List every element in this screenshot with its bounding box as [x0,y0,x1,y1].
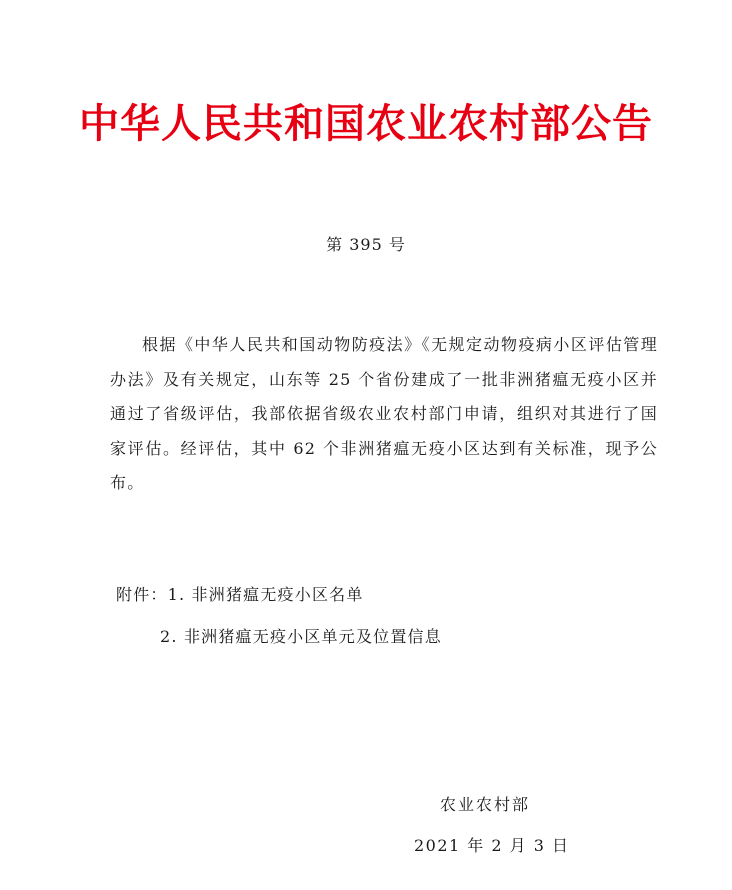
issuer-name: 农业农村部 [440,795,531,814]
body-paragraph: 根据《中华人民共和国动物防疫法》《无规定动物疫病小区评估管理办法》及有关规定，山东等 25 个省份建成了一批非洲猪瘟无疫小区并通过了省级评估，我部依据省级农业农村部门申请，组织对其进行了国家评估。经评估，其中 62 个非洲猪瘟无疫小区达到有关标准，现予公布。 [110,335,658,492]
announcement-title: 中华人民共和国农业农村部公告 [79,100,653,147]
attachment-item-1: 附件：1. 非洲猪瘟无疫小区名单 [116,585,364,604]
issue-date: 2021 年 2 月 3 日 [414,836,570,855]
body-paragraph-container [110,328,658,501]
document-number: 第 395 号 [326,235,406,254]
attachment-item-2: 2. 非洲猪瘟无疫小区单元及位置信息 [160,627,442,646]
